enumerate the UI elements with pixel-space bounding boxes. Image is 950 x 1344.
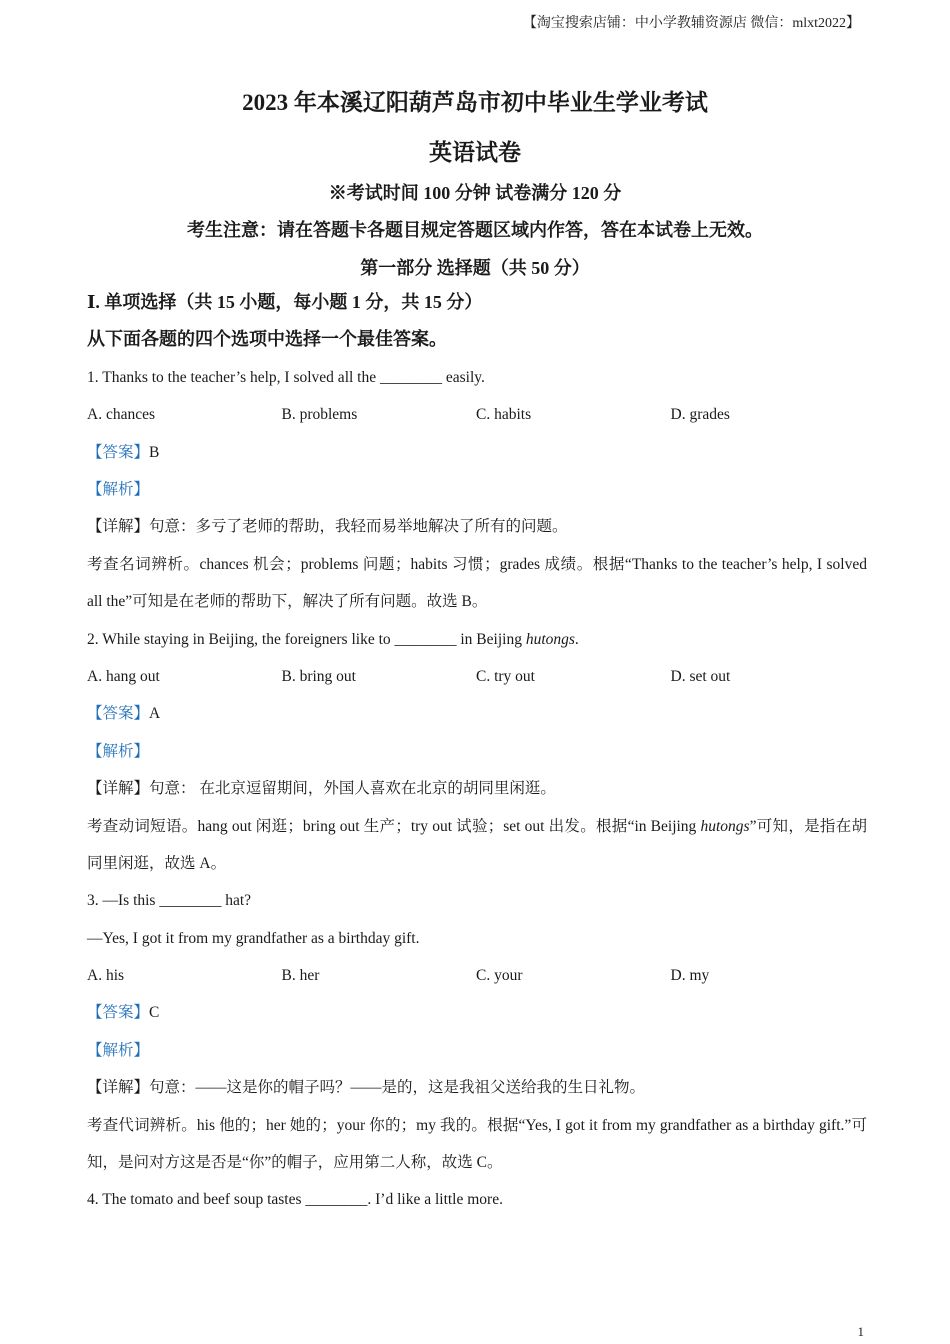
answer-value: B <box>149 443 160 461</box>
option-d: D. my <box>670 967 710 985</box>
option-a: A. chances <box>87 406 155 424</box>
answer-label: 【答案】 <box>87 443 150 461</box>
explain-end: ”可知，是指在胡同里闲逛，故选 A。 <box>87 817 867 872</box>
explain-text: 考查动词短语。hang out 闲逛；bring out 生产；try out 试验；set out 出发。根据“in Beijing <box>87 817 701 835</box>
stem-italic: hutongs <box>525 630 575 648</box>
question-3-options <box>87 957 867 994</box>
detail-text: 句意：多亏了老师的帮助，我轻而易举地解决了所有的问题。 <box>149 518 568 536</box>
part-heading: 第一部分 选择题（共 50 分） <box>360 258 590 278</box>
option-d: D. grades <box>670 406 730 424</box>
page-number: 1 <box>857 1324 864 1339</box>
exam-subtitle: 英语试卷 <box>429 140 521 165</box>
question-3-analysis <box>87 1032 867 1069</box>
option-d: D. set out <box>670 667 731 685</box>
question-2-analysis <box>87 733 867 770</box>
stem-end: . <box>574 630 579 648</box>
explain-italic: hutongs <box>700 817 750 835</box>
option-b: B. her <box>281 967 320 985</box>
answer-label: 【答案】 <box>87 1004 150 1022</box>
question-1-detail <box>87 508 867 545</box>
option-c: C. try out <box>476 667 535 685</box>
option-a: A. hang out <box>87 667 160 685</box>
question-1-stem: 1. Thanks to the teacher’s help, I solved all the ________ easily. <box>87 368 485 386</box>
option-a: A. his <box>87 967 125 985</box>
option-c: C. habits <box>476 406 532 424</box>
question-2-stem <box>87 621 867 658</box>
content <box>87 284 867 1219</box>
option-b: B. bring out <box>281 667 356 685</box>
answer-label: 【答案】 <box>87 705 150 723</box>
watermark: 【淘宝搜索店铺：中小学教辅资源店 微信：mlxt2022】 <box>522 16 860 31</box>
question-3-reply: —Yes, I got it from my grandfather as a birthday gift. <box>87 929 420 947</box>
question-1-answer <box>87 434 867 471</box>
answer-value: C <box>149 1004 160 1022</box>
question-3-explanation: 考查代词辨析。his 他的；her 她的；your 你的；my 我的。根据“Yes, I got it from my grandfather as a birthday gift.”可知，是问对方这是否是“你”的帽子，应用第二人称，故选 C。 <box>87 1116 867 1172</box>
question-1-options <box>87 396 867 433</box>
question-3-detail <box>87 1069 867 1106</box>
question-2-explanation <box>87 808 867 883</box>
question-3-stem: 3. —Is this ________ hat? <box>87 892 252 910</box>
section-heading: Ⅰ. 单项选择（共 15 小题，每小题 1 分，共 15 分） <box>87 292 483 312</box>
stem-text: 2. While staying in Beijing, the foreigners like to ________ in Beijing <box>87 630 526 648</box>
question-2-options <box>87 658 867 695</box>
analysis-label: 【解析】 <box>87 742 150 760</box>
detail-text: 句意： 在北京逗留期间，外国人喜欢在北京的胡同里闲逛。 <box>149 780 556 798</box>
detail-label: 【详解】 <box>87 518 150 536</box>
exam-title: 2023 年本溪辽阳葫芦岛市初中毕业生学业考试 <box>242 90 708 115</box>
detail-text: 句意：——这是你的帽子吗？——是的，这是我祖父送给我的生日礼物。 <box>149 1079 646 1097</box>
question-1-analysis <box>87 471 867 508</box>
exam-notice: 考生注意：请在答题卡各题目规定答题区域内作答，答在本试卷上无效。 <box>187 220 763 240</box>
answer-value: A <box>149 705 161 723</box>
analysis-label: 【解析】 <box>87 480 150 498</box>
question-2-detail <box>87 770 867 807</box>
detail-label: 【详解】 <box>87 1079 150 1097</box>
option-b: B. problems <box>281 406 358 424</box>
exam-time-score: ※考试时间 100 分钟 试卷满分 120 分 <box>328 183 622 203</box>
analysis-label: 【解析】 <box>87 1041 150 1059</box>
question-3-answer <box>87 994 867 1031</box>
section-instruction: 从下面各题的四个选项中选择一个最佳答案。 <box>87 329 447 350</box>
question-2-answer <box>87 695 867 732</box>
option-c: C. your <box>476 967 523 985</box>
question-1-explanation: 考查名词辨析。chances 机会；problems 问题；habits 习惯；grades 成绩。根据“Thanks to the teacher’s help, I solved all the”可知是在老师的帮助下，解决了所有问题。故选 B。 <box>87 555 867 611</box>
question-4-stem: 4. The tomato and beef soup tastes ________. I’d like a little more. <box>87 1191 503 1209</box>
detail-label: 【详解】 <box>87 780 150 798</box>
